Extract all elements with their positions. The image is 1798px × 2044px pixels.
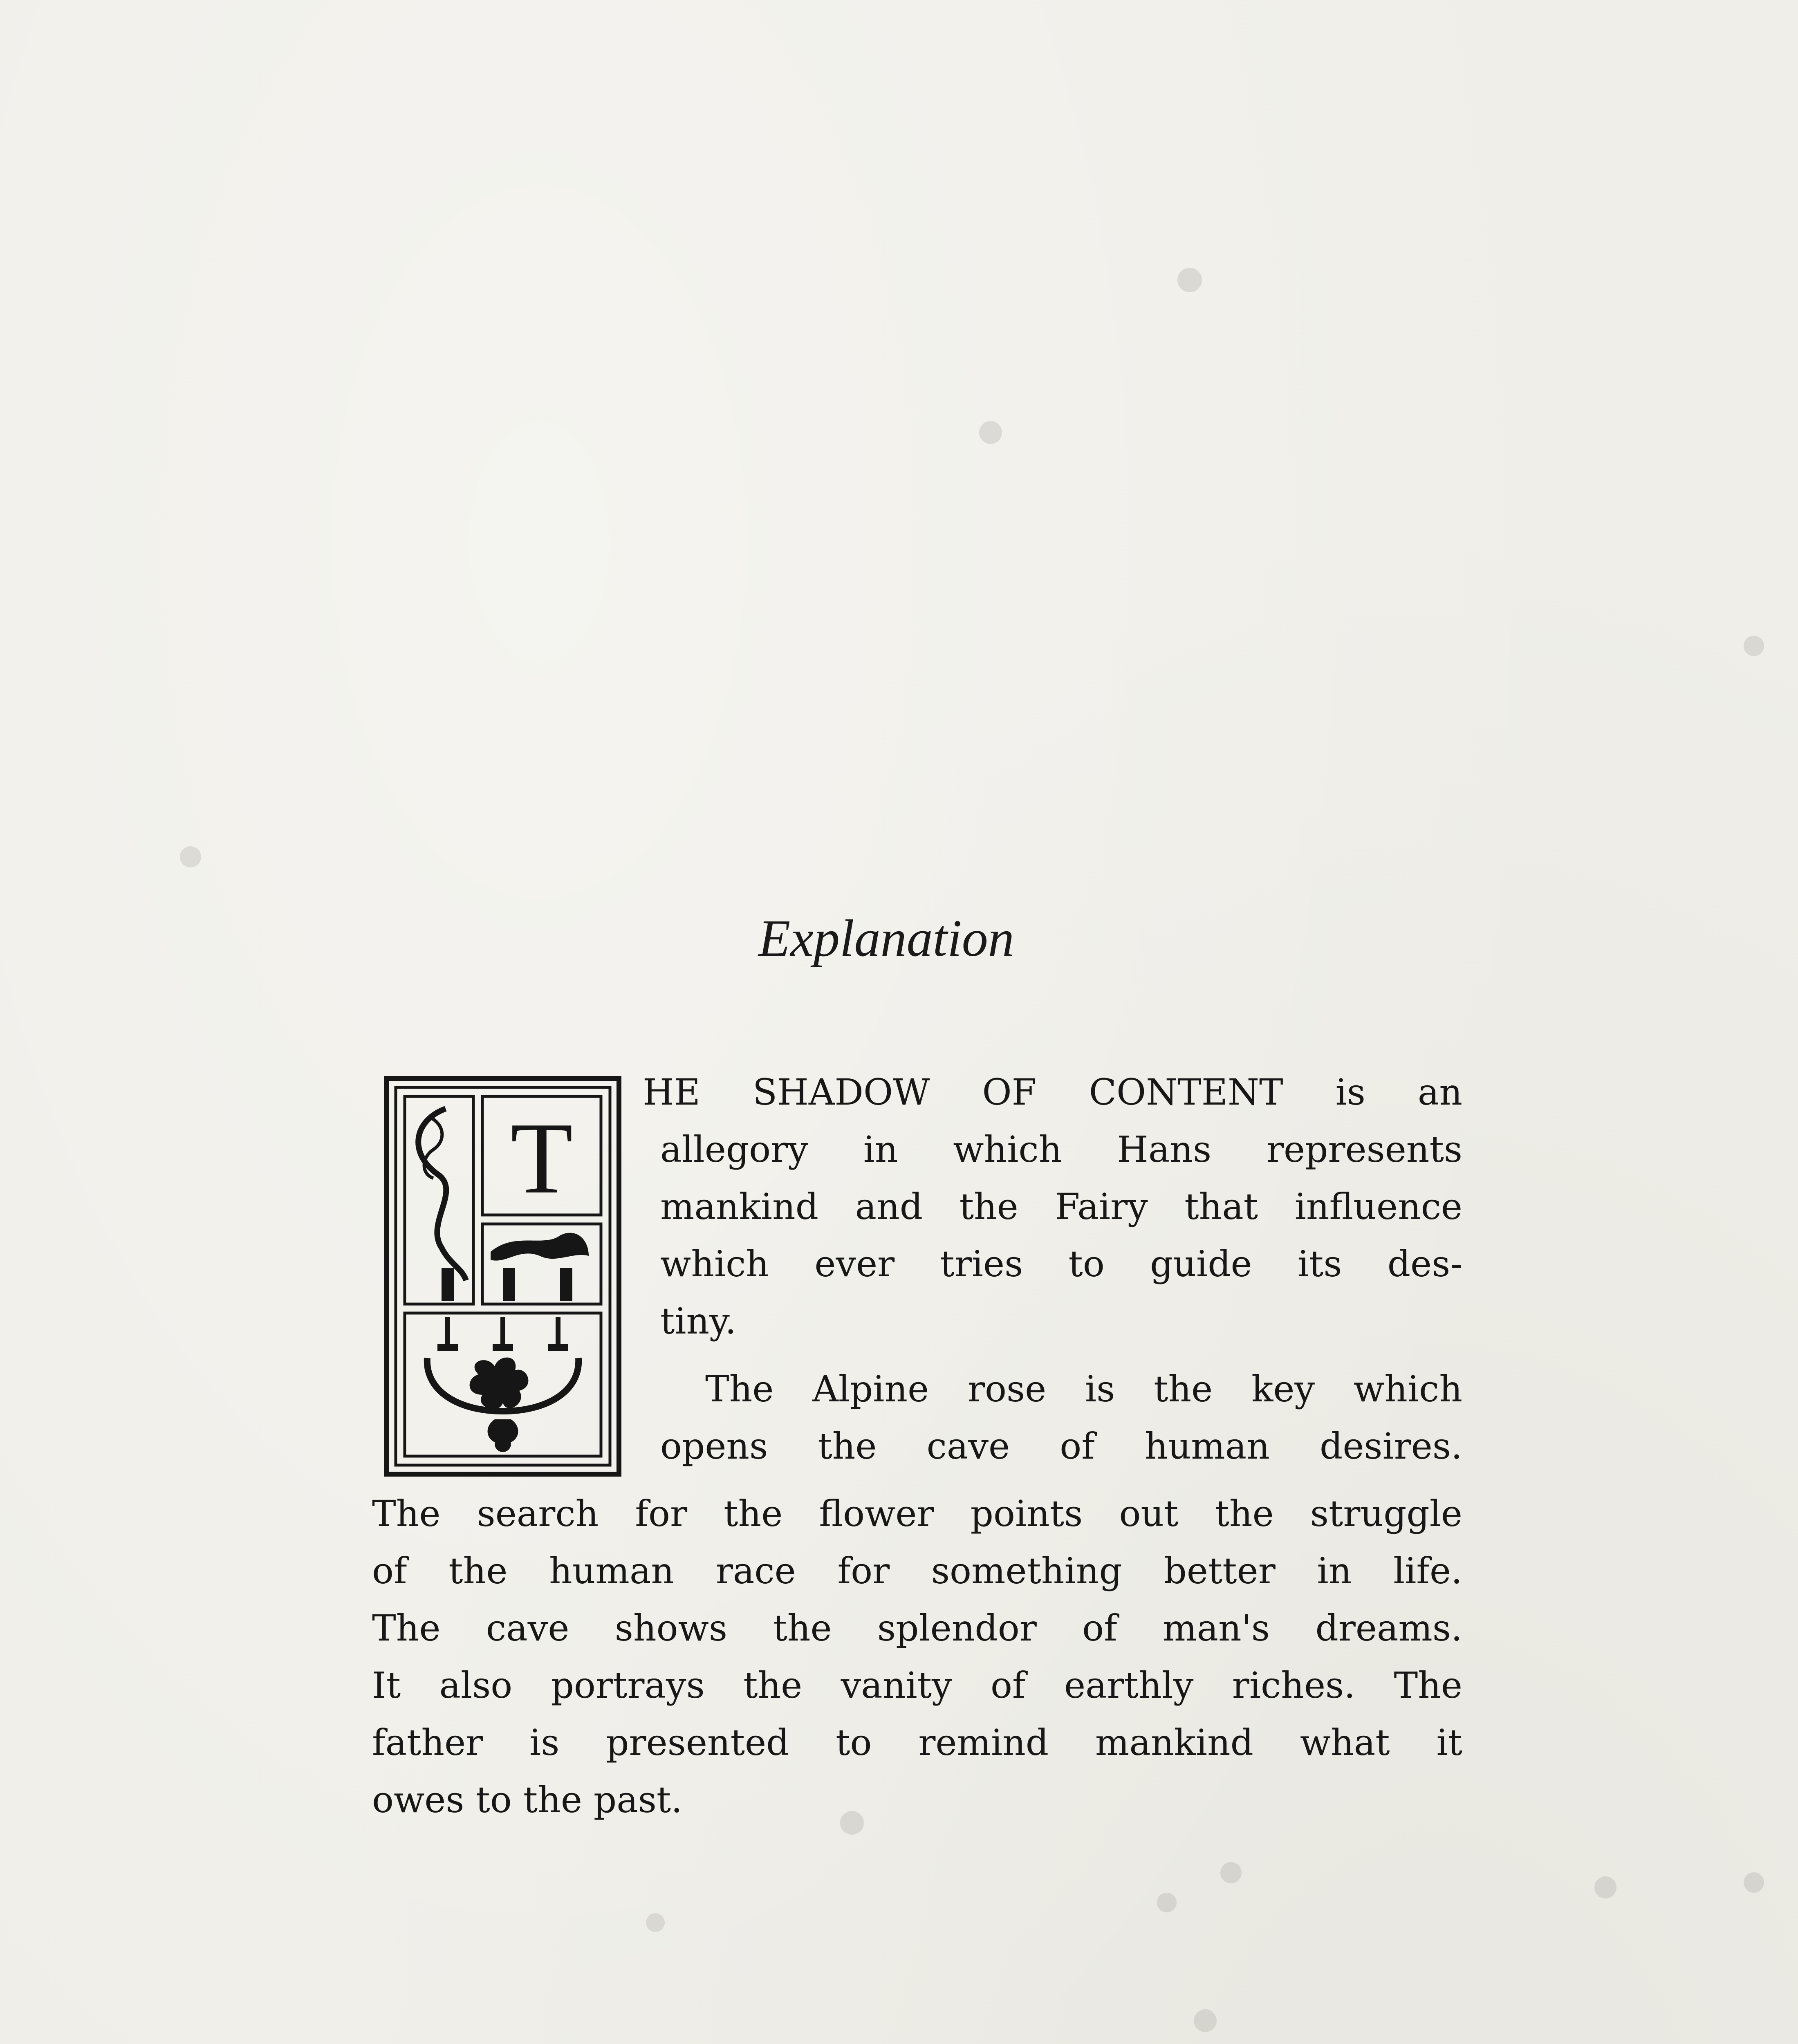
decorated-initial-illustration — [384, 1076, 621, 1477]
text-line: of the human race for something better in life. — [372, 1550, 1462, 1592]
text-line: allegory in which Hans represents — [660, 1128, 1462, 1170]
paper-speck — [1157, 1893, 1177, 1912]
text-line: The Alpine rose is the key which — [705, 1368, 1462, 1410]
drop-cap-letter: T — [510, 1102, 573, 1215]
text-line: owes to the past. — [372, 1779, 683, 1821]
text-line: which ever tries to guide its des- — [660, 1243, 1462, 1285]
text-line: opens the cave of human desires. — [660, 1425, 1462, 1467]
text-line: tiny. — [660, 1300, 737, 1342]
text-line: mankind and the Fairy that influence — [660, 1186, 1462, 1228]
page-heading: Explanation — [758, 909, 1014, 967]
paper-speck — [646, 1913, 665, 1932]
text-line: It also portrays the vanity of earthly riches. The — [372, 1664, 1462, 1706]
text-line: father is presented to remind mankind what it — [372, 1721, 1462, 1764]
paper-speck — [1177, 268, 1202, 292]
paper-speck — [979, 421, 1002, 444]
paper-speck — [1220, 1862, 1242, 1883]
text-line: The cave shows the splendor of man's dreams. — [372, 1607, 1462, 1649]
text-line: The search for the flower points out the struggle — [372, 1493, 1462, 1535]
paper-speck — [180, 846, 201, 867]
text-line: HE SHADOW OF CONTENT is an — [643, 1071, 1462, 1113]
paper-speck — [1194, 2009, 1217, 2032]
paper-speck — [1594, 1876, 1616, 1898]
paper-speck — [1744, 636, 1764, 656]
paper-speck — [1744, 1872, 1764, 1893]
